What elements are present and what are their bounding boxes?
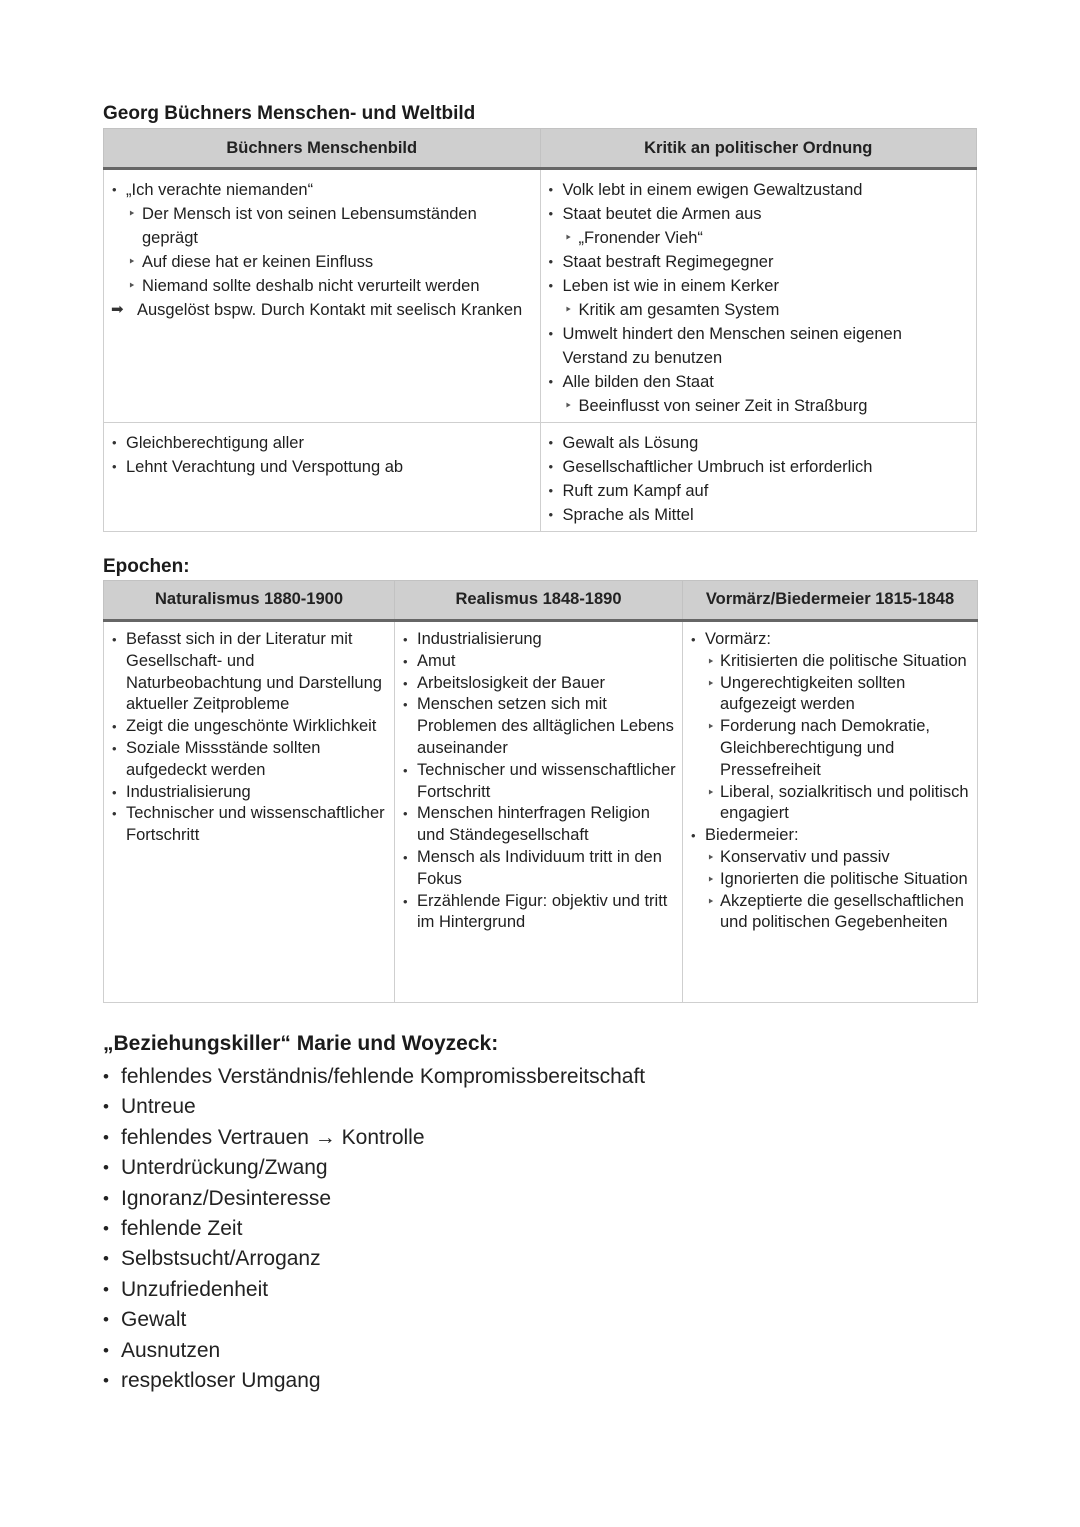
arrow-item: ➡ Ausgelöst bspw. Durch Kontakt mit seelisch Kranken: [112, 298, 532, 322]
list-item: • Arbeitslosigkeit der Bauer: [403, 673, 676, 695]
vormaerz-label: Vormärz:: [705, 630, 772, 648]
section-heading-beziehungskiller: „Beziehungskiller“ Marie und Woyzeck:: [103, 1032, 499, 1055]
list-item: • fehlende Zeit: [103, 1214, 645, 1244]
list-item-text: Leben ist wie in einem Kerker: [562, 277, 779, 295]
list-item: • Menschen hinterfragen Religion und Ständegesellschaft: [403, 803, 676, 847]
column-header-menschenbild: Büchners Menschenbild: [104, 129, 541, 169]
sub-list-item: ‣ Ungerechtigkeiten sollten aufgezeigt werden: [705, 673, 971, 717]
column-header-kritik: Kritik an politischer Ordnung: [540, 129, 977, 169]
sub-list-item: ‣ Akzeptierte die gesellschaftlichen und politischen Gegebenheiten: [705, 891, 971, 935]
list-item: • Gewalt: [103, 1305, 645, 1335]
menschenbild-table: [103, 128, 977, 532]
quote-text: „Ich verachte niemanden“: [126, 181, 314, 199]
sub-list-item: ‣ Liberal, sozialkritisch und politisch engagiert: [705, 782, 971, 826]
cell-kritik-1: [540, 169, 977, 423]
list-item: • Selbstsucht/Arroganz: [103, 1244, 645, 1274]
list-item: • Gewalt als Lösung: [549, 431, 969, 455]
list-item: • Technischer und wissenschaftlicher Fortschritt: [403, 760, 676, 804]
list-item: • Technischer und wissenschaftlicher Fortschritt: [112, 803, 388, 847]
list-item: • respektloser Umgang: [103, 1366, 645, 1396]
list-item: • Gesellschaftlicher Umbruch ist erforderlich: [549, 455, 969, 479]
epochen-table: [103, 580, 978, 1003]
list-item: • Mensch als Individuum tritt in den Fokus: [403, 847, 676, 891]
list-item: • Industrialisierung: [403, 629, 676, 651]
sub-list-item: ‣ „Fronender Vieh“: [563, 226, 969, 250]
sub-list-item: ‣ Auf diese hat er keinen Einfluss: [126, 250, 532, 274]
list-item: • fehlendes Verständnis/fehlende Kompromissbereitschaft: [103, 1062, 645, 1092]
list-item: • Volk lebt in einem ewigen Gewaltzustand: [549, 178, 969, 202]
list-item: • Staat bestraft Regimegegner: [549, 250, 969, 274]
list-item: • fehlendes Vertrauen → Kontrolle: [103, 1123, 645, 1153]
list-item: • Erzählende Figur: objektiv und tritt im Hintergrund: [403, 891, 676, 935]
column-header-realismus: Realismus 1848-1890: [395, 581, 683, 621]
section-heading-epochen: Epochen:: [103, 556, 190, 577]
list-item: • Unzufriedenheit: [103, 1275, 645, 1305]
list-item: [549, 274, 969, 322]
column-header-naturalismus: Naturalismus 1880-1900: [104, 581, 395, 621]
sub-list-item: ‣ Der Mensch ist von seinen Lebensumständen geprägt: [126, 202, 532, 250]
list-item: [691, 629, 971, 825]
list-item: • Soziale Missstände sollten aufgedeckt werden: [112, 738, 388, 782]
list-item: [549, 370, 969, 418]
sub-list-item: ‣ Kritisierten die politische Situation: [705, 651, 971, 673]
list-item: [549, 202, 969, 250]
cell-menschenbild-2: [104, 423, 541, 532]
list-item: [691, 825, 971, 934]
list-item-text: Staat beutet die Armen aus: [562, 205, 762, 223]
list-item: • Unterdrückung/Zwang: [103, 1153, 645, 1183]
list-item: • Ausnutzen: [103, 1336, 645, 1366]
cell-vormaerz-biedermeier: [683, 621, 978, 1003]
list-item: [112, 178, 532, 298]
list-item: • Untreue: [103, 1092, 645, 1122]
list-item: • Ignoranz/Desinteresse: [103, 1184, 645, 1214]
sub-list-item: ‣ Ignorierten die politische Situation: [705, 869, 971, 891]
cell-naturalismus: [104, 621, 395, 1003]
list-item: • Umwelt hindert den Menschen seinen eigenen Verstand zu benutzen: [549, 322, 969, 370]
list-item: • Lehnt Verachtung und Verspottung ab: [112, 455, 532, 479]
list-item-text: Alle bilden den Staat: [562, 373, 714, 391]
beziehungskiller-list: [103, 1062, 645, 1396]
list-item: • Befasst sich in der Literatur mit Gesellschaft- und Naturbeobachtung und Darstellung aktueller Zeitprobleme: [112, 629, 388, 716]
sub-list-item: ‣ Forderung nach Demokratie, Gleichberechtigung und Pressefreiheit: [705, 716, 971, 781]
section-heading-weltbild: Georg Büchners Menschen- und Weltbild: [103, 103, 476, 124]
sub-list-item: ‣ Niemand sollte deshalb nicht verurteilt werden: [126, 274, 532, 298]
sub-list-item: ‣ Beeinflusst von seiner Zeit in Straßburg: [563, 394, 969, 418]
list-item: • Gleichberechtigung aller: [112, 431, 532, 455]
list-item: • Ruft zum Kampf auf: [549, 479, 969, 503]
list-item: • Menschen setzen sich mit Problemen des alltäglichen Lebens auseinander: [403, 694, 676, 759]
list-item: • Amut: [403, 651, 676, 673]
sub-list-item: ‣ Kritik am gesamten System: [563, 298, 969, 322]
biedermeier-label: Biedermeier:: [705, 826, 799, 845]
cell-menschenbild-1: [104, 169, 541, 423]
sub-list-item: ‣ Konservativ und passiv: [705, 847, 971, 869]
cell-kritik-2: [540, 423, 977, 532]
column-header-vormaerz: Vormärz/Biedermeier 1815-1848: [683, 581, 978, 621]
cell-realismus: [395, 621, 683, 1003]
list-item: • Sprache als Mittel: [549, 503, 969, 527]
list-item: • Zeigt die ungeschönte Wirklichkeit: [112, 716, 388, 738]
list-item: • Industrialisierung: [112, 782, 388, 804]
